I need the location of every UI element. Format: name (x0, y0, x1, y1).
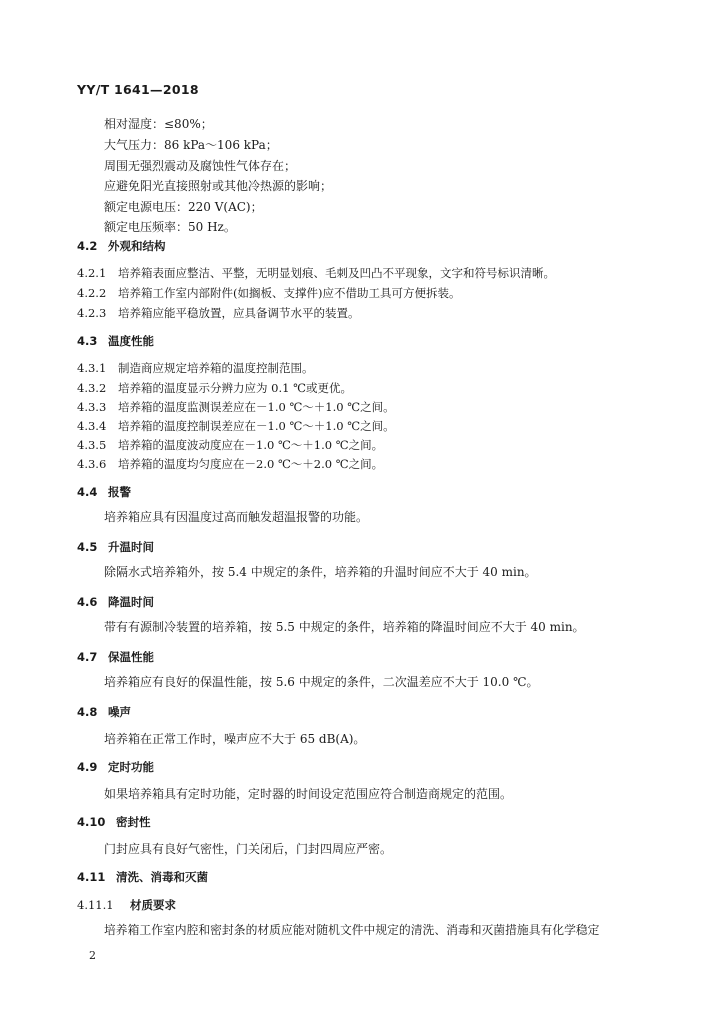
clause-4-2-3 (77, 305, 360, 321)
clause-number: 4.2.3 (77, 306, 107, 320)
env-condition-humidity: 相对湿度：≤80%； (104, 117, 213, 131)
clause-number: 4.3.2 (77, 381, 107, 395)
section-heading-4-5 (77, 539, 154, 555)
section-heading-4-10 (77, 814, 151, 830)
clause-number: 4.2.2 (77, 286, 107, 300)
section-number: 4.6 (77, 595, 98, 609)
clause-4-3-5 (77, 437, 383, 453)
section-4-5-text: 除隔水式培养箱外，按 5.4 中规定的条件，培养箱的升温时间应不大于 40 min。 (104, 565, 537, 579)
clause-text: 培养箱的温度波动度应在－1.0 ℃～＋1.0 ℃之间。 (118, 438, 384, 452)
section-number: 4.7 (77, 650, 98, 664)
section-number: 4.2 (77, 239, 98, 253)
section-heading-4-4 (77, 484, 131, 500)
section-4-6-text: 带有有源制冷装置的培养箱，按 5.5 中规定的条件，培养箱的降温时间应不大于 40 min。 (104, 620, 585, 634)
clause-text: 培养箱的温度监测误差应在－1.0 ℃～＋1.0 ℃之间。 (118, 400, 395, 414)
section-number: 4.10 (77, 815, 106, 829)
section-4-9-text: 如果培养箱具有定时功能，定时器的时间设定范围应符合制造商规定的范围。 (104, 787, 513, 801)
section-number: 4.8 (77, 705, 98, 719)
section-heading-4-6 (77, 594, 154, 610)
section-heading-4-8 (77, 704, 131, 720)
clause-number: 4.3.1 (77, 361, 107, 375)
section-number: 4.3 (77, 334, 98, 348)
clause-4-3-6 (77, 456, 383, 472)
section-title: 保温性能 (108, 650, 154, 664)
clause-title: 材质要求 (130, 898, 176, 912)
clause-text: 制造商应规定培养箱的温度控制范围。 (118, 361, 314, 375)
standard-id-header: YY/T 1641—2018 (77, 82, 199, 97)
clause-4-3-4 (77, 418, 395, 434)
env-condition-voltage: 额定电源电压：220 V(AC)； (104, 200, 263, 214)
clause-number: 4.3.6 (77, 457, 107, 471)
section-4-4-text: 培养箱应具有因温度过高而触发超温报警的功能。 (104, 510, 369, 524)
section-title: 清洗、消毒和灭菌 (116, 870, 208, 884)
section-number: 4.4 (77, 485, 98, 499)
section-heading-4-11 (77, 869, 208, 885)
section-4-11-1-text: 培养箱工作室内腔和密封条的材质应能对随机文件中规定的清洗、消毒和灭菌措施具有化学稳定 (104, 923, 600, 937)
section-title: 降温时间 (108, 595, 154, 609)
clause-number: 4.11.1 (77, 898, 114, 912)
section-heading-4-9 (77, 759, 154, 775)
section-heading-4-2 (77, 238, 166, 254)
section-heading-4-7 (77, 649, 154, 665)
section-number: 4.9 (77, 760, 98, 774)
section-4-10-text: 门封应具有良好气密性，门关闭后，门封四周应严密。 (104, 842, 393, 856)
clause-text: 培养箱的温度均匀度应在－2.0 ℃～＋2.0 ℃之间。 (118, 457, 384, 471)
section-title: 报警 (108, 485, 131, 499)
env-condition-sunlight: 应避免阳光直接照射或其他冷热源的影响； (104, 179, 333, 193)
env-condition-vibration: 周围无强烈震动及腐蚀性气体存在； (104, 159, 297, 173)
section-title: 升温时间 (108, 540, 154, 554)
clause-text: 培养箱应能平稳放置，应具备调节水平的装置。 (118, 306, 360, 320)
clause-4-3-2 (77, 380, 352, 396)
clause-4-3-1 (77, 360, 314, 376)
clause-number: 4.3.5 (77, 438, 107, 452)
clause-number: 4.3.4 (77, 419, 107, 433)
section-4-7-text: 培养箱应有良好的保温性能，按 5.6 中规定的条件，二次温差应不大于 10.0 ℃。 (104, 675, 539, 689)
section-title: 定时功能 (108, 760, 154, 774)
section-title: 外观和结构 (108, 239, 166, 253)
clause-text: 培养箱表面应整洁、平整，无明显划痕、毛刺及凹凸不平现象，文字和符号标识清晰。 (118, 266, 555, 280)
page-number: 2 (89, 949, 96, 962)
section-heading-4-11-1 (77, 897, 176, 913)
env-condition-pressure: 大气压力：86 kPa～106 kPa； (104, 138, 278, 152)
section-title: 密封性 (116, 815, 151, 829)
section-title: 噪声 (108, 705, 131, 719)
clause-text: 培养箱的温度控制误差应在－1.0 ℃～＋1.0 ℃之间。 (118, 419, 395, 433)
section-heading-4-3 (77, 333, 154, 349)
section-4-8-text: 培养箱在正常工作时，噪声应不大于 65 dB(A)。 (104, 732, 366, 746)
clause-text: 培养箱的温度显示分辨力应为 0.1 ℃或更优。 (118, 381, 352, 395)
clause-number: 4.3.3 (77, 400, 107, 414)
section-number: 4.11 (77, 870, 106, 884)
env-condition-frequency: 额定电压频率：50 Hz。 (104, 220, 236, 234)
clause-4-3-3 (77, 399, 395, 415)
section-number: 4.5 (77, 540, 98, 554)
clause-text: 培养箱工作室内部附件(如搁板、支撑件)应不借助工具可方便拆装。 (118, 286, 461, 300)
clause-4-2-2 (77, 285, 460, 301)
section-title: 温度性能 (108, 334, 154, 348)
clause-number: 4.2.1 (77, 266, 107, 280)
clause-4-2-1 (77, 265, 555, 281)
